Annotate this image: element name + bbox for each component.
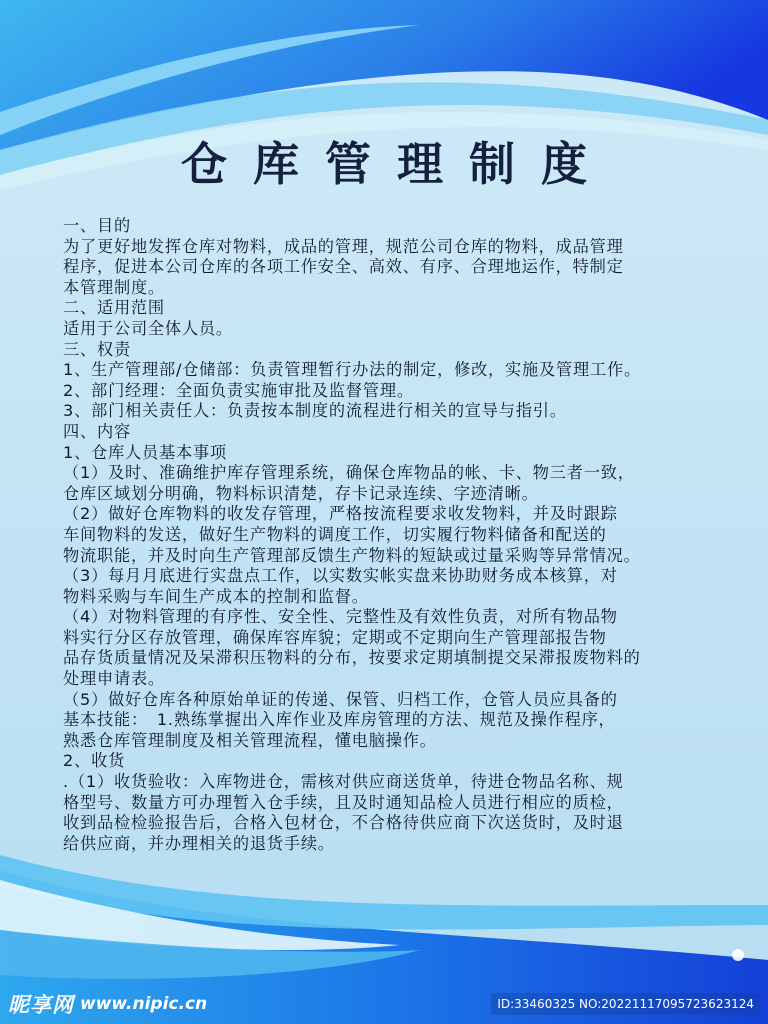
paragraph-line: 适用于公司全体人员。: [63, 318, 233, 338]
paragraph-line: （4）对物料管理的有序性、安全性、完整性及有效性负责，对所有物品物: [63, 607, 618, 627]
paragraph-line: 3、部门相关责任人：负责按本制度的流程进行相关的宣导与指引。: [63, 401, 567, 421]
section-heading: 四、内容: [63, 421, 131, 441]
section-heading: 一、目的: [63, 216, 131, 235]
paragraph-line: （2）做好仓库物料的收发存管理，严格按流程要求收发物料，并及时跟踪: [63, 504, 618, 524]
subsection-heading: 1、仓库人员基本事项: [63, 442, 227, 462]
paragraph-line: 程序，促进本公司仓库的各项工作安全、高效、有序、合理地运作，特制定: [63, 257, 624, 277]
paragraph-line: （5）做好仓库各种原始单证的传递、保管、归档工作，仓管人员应具备的: [63, 689, 618, 709]
paragraph-line: 仓库区域划分明确，物料标识清楚，存卡记录连续、字迹清晰。: [63, 483, 539, 503]
paragraph-line: 车间物料的发送，做好生产物料的调度工作，切实履行物料储备和配送的: [63, 524, 607, 544]
paragraph-line: 熟悉仓库管理制度及相关管理流程，懂电脑操作。: [63, 730, 437, 750]
site-link[interactable]: www.nipic.cn: [80, 994, 208, 1014]
paragraph-line: 料实行分区存放管理，确保库容库貌；定期或不定期向生产管理部报告物: [63, 627, 607, 647]
paragraph-line: 处理申请表。: [63, 669, 165, 689]
watermark-logo: [8, 990, 207, 1018]
paragraph-line: 收到品检检验报告后，合格入包材仓，不合格待供应商下次送货时，及时退: [63, 813, 624, 833]
paragraph-line: 2、部门经理：全面负责实施审批及监督管理。: [63, 380, 414, 400]
paragraph-line: .（1）收货验收：入库物进仓，需核对供应商送货单，待进仓物品名称、规: [63, 772, 624, 792]
logo-text: 昵享网: [8, 993, 74, 1017]
paragraph-line: 品存货质量情况及呆滞积压物料的分布，按要求定期填制提交呆滞报废物料的: [63, 648, 641, 668]
paragraph-line: 1、生产管理部/仓储部：负责管理暂行办法的制定，修改，实施及管理工作。: [63, 360, 641, 380]
paragraph-line: 基本技能： 1.熟练掌握出入库作业及库房管理的方法、规范及操作程序，: [63, 710, 616, 730]
section-heading: 二、适用范围: [63, 298, 165, 318]
paragraph-line: 物料采购与车间生产成本的控制和监督。: [63, 586, 369, 606]
paragraph-line: 本管理制度。: [63, 277, 165, 297]
section-heading: 三、权责: [63, 339, 131, 359]
page-title: 仓库管理制度: [181, 137, 613, 191]
paragraph-line: 格型号、数量方可办理暂入仓手续，且及时通知品检人员进行相应的质检，: [63, 792, 624, 812]
paragraph-line: 为了更好地发挥仓库对物料，成品的管理，规范公司仓库的物料，成品管理: [63, 236, 624, 256]
paragraph-line: （1）及时、准确维护库存管理系统，确保仓库物品的帐、卡、物三者一致，: [63, 463, 635, 483]
image-id-label: ID:33460325 NO:20221117095723623124: [491, 993, 760, 1015]
subsection-heading: 2、收货: [63, 751, 126, 771]
paragraph-line: 物流职能，并及时向生产管理部反馈生产物料的短缺或过量采购等异常情况。: [63, 545, 641, 565]
paragraph-line: （3）每月月底进行实盘点工作，以实数实帐实盘来协助财务成本核算，对: [63, 566, 618, 586]
paragraph-line: 给供应商，并办理相关的退货手续。: [63, 833, 335, 853]
document-body: [63, 216, 743, 854]
